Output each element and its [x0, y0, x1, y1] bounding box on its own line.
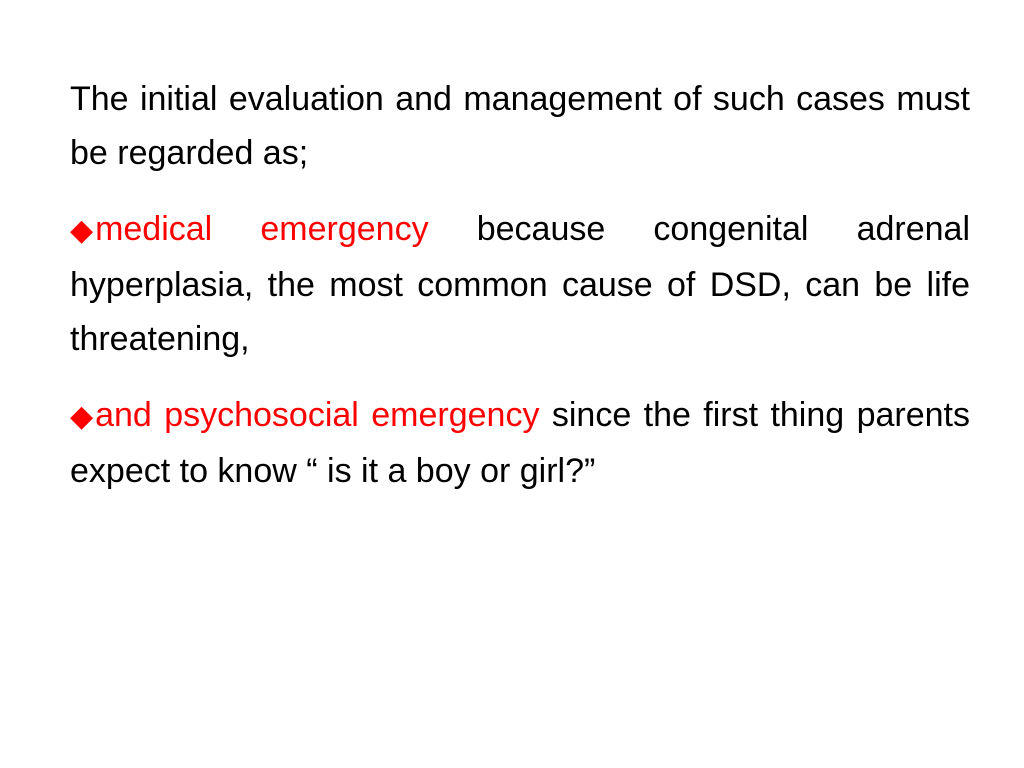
bullet-highlight-text: and psychosocial emergency — [95, 396, 540, 434]
bullet-psychosocial-emergency — [70, 388, 970, 498]
intro-text: The initial evaluation and management of such cases must be regarded as; — [70, 80, 970, 172]
bullet-body-text: because congenital adrenal hyperplasia, the most common cause of DSD, can be life threatening, — [70, 210, 970, 358]
slide-content — [70, 72, 970, 520]
bullet-highlight-text: medical emergency — [95, 210, 429, 248]
diamond-bullet-icon: ◆ — [70, 214, 94, 247]
bullet-medical-emergency — [70, 202, 970, 366]
diamond-bullet-icon: ◆ — [70, 400, 94, 433]
intro-paragraph — [70, 72, 970, 180]
bullet-body-text: since the first thing parents expect to know “ is it a boy or girl?” — [70, 396, 970, 490]
